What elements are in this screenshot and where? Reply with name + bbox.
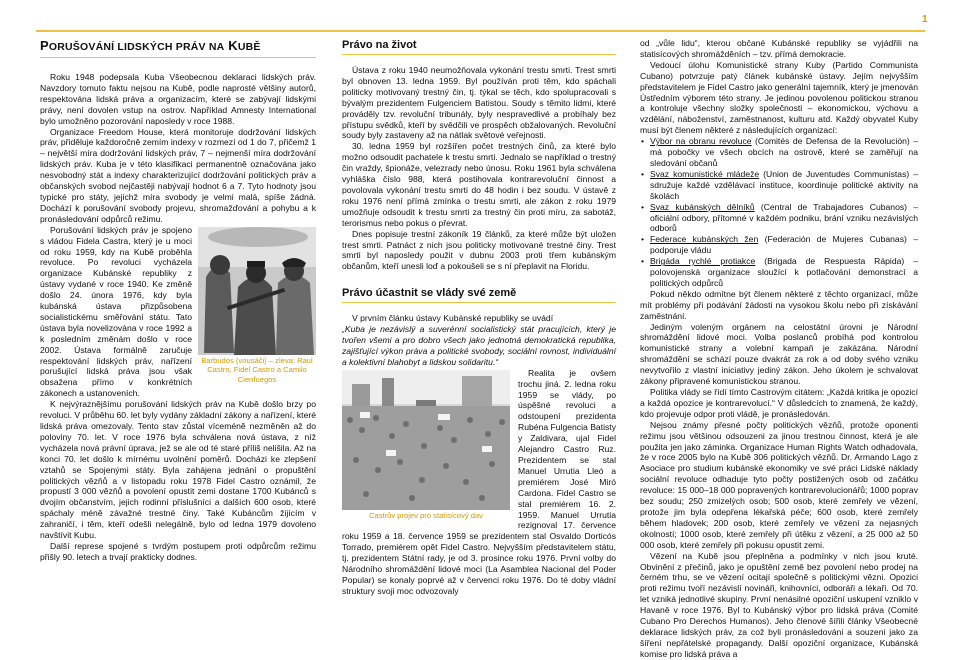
constitution-quote: „Kuba je nezávislý a suverénní socialistický stát pracujících, který je tvořen všemi a pro dobro všech jako jednotná demokratická republika, zajišťující výkon práva a politické svobody, sociální rovnost, individuální a kolektivní blahobyt a lidskou solidaritu.“: [342, 324, 616, 367]
paragraph: Politika vlády se řídí tímto Castrovým citátem: „Každá kritika je opozicí a každá opozice je kontrarevolucí.“ V důsledcích to znamená, že každý, kdo projevuje odpor proti vládě, je pronásledován.: [640, 387, 918, 419]
paragraph: Realita je ovšem trochu jiná. 2. ledna roku 1959 se vlády, po úspěšné revoluci a odstoupení prezidenta Rubéna Fulgencia Batisty y Zaldivara, ujal Fidel Alejandro Castro Ruz. Prezidentem se stal Manuel Urrutia Lleó a premiérem José Miró Cardona. Fidel Castro se stal premiérem 16. 2. 1959. Manuel Urrutia rezignoval 17. července roku 1959 a 18. července 1959 se prezidentem stal Osvaldo Dorticós Torrado, premiérem opět Fidel Castro. Nejvyšším představitelem státu, tj. prezidentem Státní rady, je od 3. prosince roku 1976. První volby do Národního shromáždění lidové moci (La Asamblea Nacional del Poder Popular) se konaly poprvé až v červenci roku 1976. Do té doby vládní struktury svoji moc odvozovaly: [342, 367, 616, 596]
paragraph: Vězení na Kubě jsou přeplněna a podmínky v nich jsou kruté. Obvinění z přečinů, jako je opuštění země bez povolení nebo prodej na černém trhu, se ve vězení ocitají společně s politickými vězni. Opozici proti režimu tvoří nezávislí novináři, knihovníci, odboráři a lékaři. Od 70. let vzniká jednotlivé skupiny. První nenásilné opoziční uskupení vzniklo v Havaně v roce 1976. Byl to Kubánský výbor pro lidská práva (Comité Cubano Pro Derechos Humanos). Jeho členové šířili články Všeobecné deklarace lidských práv, za což byli pronásledováni a souzeni jako za šíření nepřátelské propagandy. Další opoziční organizace, Kubánská komise pro lidská práva a: [640, 550, 918, 659]
paragraph: K nejvýraznějšímu porušování lidských práv na Kubě došlo brzy po revoluci. V průběhu 60. let byly vydány základní zákony a nařízení, které lidská práva omezovaly. Tento stav zůstal víceméně nezměněn až do poloviny 70. let. V roce 1976 byla schválena nová ústava, z níž vycházela nová právní úprava, jež se ale od té staré příliš nelišila. Až na konci 70. let došlo k mírnému uvolnění poměrů. Docházi ke zlepšení vztahů se Spojenými státy. Byla zahájena jednání o propuštění politických vězňů a v listopadu roku 1978 Fidel Castro oznámil, že propustí 3 000 vězňů a povolení opustit zemi dostane 1700 Kubánců s dvojím občanstvím, jejich rodinní příslušníci a dalších 600 osob, které spáchaly méně závažné trestné činy. Také Kubáncům žijícím v zahraničí, i těm, kteří odešli nelegálně, bylo od ledna 1979 dovoleno navštívit Kubu.: [40, 399, 316, 541]
organization-list: [640, 136, 918, 289]
column-3: [640, 38, 918, 660]
paragraph: Roku 1948 podepsala Kuba Všeobecnou deklaraci lidských práv. Navzdory tomuto faktu nejsou na Kubě, podle naprosté většiny autorů, respektována lidská práva a organizacím, které se zabývají lidskými právy, není dovolen vstup na ostrov. Například Amnesty International bylo umožněno pozorování naposledy v roce 1988.: [40, 72, 316, 126]
list-item: • Svaz komunistické mládeže (Union de Juventudes Communistas) – sdružuje každé vzdělávací instituce, koordinuje politické aktivity na školách: [650, 169, 918, 202]
paragraph: Ústava z roku 1940 neumožňovala vykonání trestu smrti. Trest smrti byl obnoven 13. ledna 1959. Byl používán proti těm, kdo spáchali politicky motivovaný trestný čin, tj. týkal se těch, kdo spolupracovali s bývalým prezidentem Fulgenciem Batistou. Soudy s těmito lidmi, které prováděly tzv. revoluční tribunály, byly nespravedlivé a probíhaly bez přístupu svědků, kteří by svědčili ve prospěch obžalovaných. Revoluční soudy byly zastaveny až na nátlak světové veřejnosti.: [342, 65, 616, 141]
paragraph: Vedoucí úlohu Komunistické strany Kuby (Partido Communista Cubano) potvrzuje patý článek kubánské ústavy. Jejím nejvyšším představitelem je Fidel Castro jako generální tajemník, který je jmenován Ústředním výborem této strany. Je jedinou povolenou politickou stranou a kontroluje všechny složky společnosti – ekonomickou, výchovu a vzdělání, náboženství, zaměstnanost, kulturu atd. Každý obyvatel Kuby musí být členem některé z následujících organizací:: [640, 59, 918, 136]
paragraph: Jediným voleným orgánem na celostátní úrovni je Národní shromáždění lidové moci. Volba poslanců probíhá pod kontrolou komunistické strany a volební kampaň je zakázána. Národní shromáždění se schází pouze dvakrát za rok a od doby svého vzniku nevytvořilo z vlastní iniciativy jediný zákon. Jeho úkolem je schvalovat zákony připravené komunistickou stranou.: [640, 321, 918, 387]
photo-caption: Barbudos (vousáči) – zleva: Raul Castro, Fidel Castro a Camilo Cienfuegos: [201, 355, 313, 384]
photo-barbudos: [198, 227, 316, 385]
list-item: • Federace kubánských žen (Federación de Mujeres Cubanas) – podporuje vládu: [650, 234, 918, 256]
list-item: • Brigáda rychlé protiakce (Brigada de Respuesta Rápida) – polovojenská organizace sloužící k potlačování demonstrací a politických odpůrců: [650, 256, 918, 289]
photo-image: [342, 370, 510, 510]
section-heading-government: Právo účastnit se vlády své země: [342, 286, 616, 303]
paragraph: Nejsou známy přesné počty politických vězňů, protože oponenti režimu jsou většinou odsouzeni za jinou trestnou činnost, která je ale použita jen jako záminka. Organizace Human Rights Watch odhadovala, že v roce 2005 bylo na Kubě 306 politických vězňů. Dr. Armando Lago z Asociace pro studium kubánské ekonomiky ve své práci Lidské náklady sociální revoluce odhaduje tyto počty postižených osob od začátku revoluce: 15 000–18 000 popravených kontrarevolucionářů; 1000 poprav bez soudu; 250 zmizelých osob; 500 osob, které zemřely ve vězení, protože jim byla odepřena lékařská péče; 600 osob, které zemřely během hladovek; 200 osob, které zemřely ve vězení za nejasných okolností; 1000 osob, které zemřely při útěku z vězení, a 25 000 až 50 000 osob, které zemřely při pokusu opustit zemi.: [640, 419, 918, 550]
paragraph: Organizace Freedom House, která monitoruje dodržování lidských práv, přiděluje každoročně zemím indexy v rozmezí od 1 do 7, přičemž 1 – největší míra dodržování lidských práv, 7 – nejmenší míra dodržování lidských práv. Kuba je v této klasifikaci permanentně označována jako nesvobodný stát a indexy charakterizující dodržování politických práv a občanských svobod nejčastěji nabývají hodnot 6 a 7. Tyto hodnoty jsou typické pro státy, jejichž míra svobody je velmi malá, spíše žádná. Dochází k porušování svobody projevu, shromažďování a pohybu a k pronásledování odpůrců režimu.: [40, 126, 316, 224]
list-item: • Svaz kubánských dělníků (Central de Trabajadores Cubanos) – oficiální odbory, přítomné v každém podniku, brání vzniku nezávislých odborů: [650, 202, 918, 235]
list-item: • Výbor na obranu revoluce (Comités de Defensa de la Revolución) – má pobočky ve všech obcích na ostrově, které se zaměřují na sledování občanů: [650, 136, 918, 169]
paragraph: Dnes popisuje trestní zákoník 19 článků, za které může být uložen trest smrti. Patnáct z nich jsou politicky motivované trestné činy. Trest smrti byl naposledy použit v dubnu 2003 proti třem kubánským občanům, kteří unesli loď a pokoušeli se s ní přeplavit na Floridu.: [342, 228, 616, 272]
paragraph: od „vůle lidu“, kterou občané Kubánské republiky se vyjádřili na statisícových shromážděních – tzv. přímá demokracie.: [640, 38, 918, 59]
paragraph: V prvním článku ústavy Kubánské republiky se uvádí: [352, 313, 554, 324]
page-number: 1: [922, 14, 928, 25]
column-1: [40, 38, 316, 563]
photo-image: [198, 227, 316, 355]
paragraph: Porušování lidských práv je spojeno s vládou Fidela Castra, který je u moci od roku 1959, kdy na Kubě proběhla revoluce. Po revoluci vycházela organizace Kubánské republiky z ústavy vydané v roce 1940. Ke změně došlo 24. února 1976, kdy byla kubánská ústava přizpůsobena socialistickému směřování státu. Tato ústava byla novelizována v roce 1992 a k posledním změnám došlo v roce 2002. Ústava formálně zaručuje respektování lidských práv, nařízení porušující lidská práva jsou však obsažena přímo v konkrétních zákonech a ustanoveních.: [40, 224, 192, 399]
top-rule: [36, 30, 925, 32]
article-title: PORUŠOVÁNÍ LIDSKÝCH PRÁV NA KUBĚ: [40, 38, 316, 58]
paragraph: 30. ledna 1959 byl rozšířen počet trestných činů, za které bylo možno odsoudit pachatele k trestu smrti. Jednalo se například o trestný čin vraždy, špionáže, velezrady nebo únosu. Roku 1961 byla schválena vyhláška číslo 988, která postihovala kontrarevoluční činnost a povolovala vykonání trestu smrti do 48 hodin i bez soudu. V ústavě z roku 1976 není přímá zmínka o trestu smrti, ale zákon z roku 1979 umožňuje odsoudit k trestu smrti za trestný čin proti míru, za sabotáž, terorismus nebo pokus o převrat.: [342, 141, 616, 228]
paragraph: Pokud někdo odmítne být členem některé z těchto organizací, může mít problémy při podávání žádosti na vysokou školu nebo při získávání zaměstnání.: [640, 288, 918, 321]
section-heading-life: Právo na život: [342, 38, 616, 55]
column-2: [342, 38, 616, 597]
photo-caption: Castrův projev pro statisícový dav: [369, 510, 483, 520]
paragraph: Další represe spojené s tvrdým postupem proti odpůrcům režimu přišly 90. letech a trvají prakticky dodnes.: [40, 540, 316, 562]
photo-crowd: [342, 370, 510, 521]
